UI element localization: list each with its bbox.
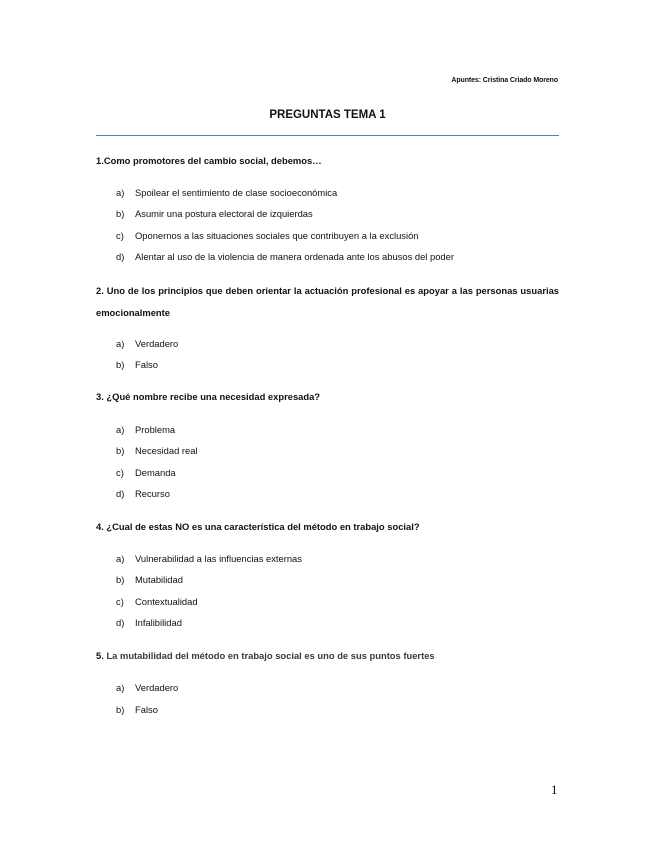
option-text: Falso bbox=[135, 704, 158, 715]
option-letter: c) bbox=[116, 596, 124, 607]
question-1-option-a bbox=[116, 186, 337, 200]
question-4: 4. ¿Cual de estas NO es una característica del método en trabajo social? bbox=[96, 521, 420, 532]
question-5-option-a bbox=[116, 681, 178, 695]
option-text: Recurso bbox=[135, 488, 170, 499]
option-letter: a) bbox=[116, 424, 125, 435]
question-1-option-b bbox=[116, 207, 313, 221]
option-letter: a) bbox=[116, 553, 125, 564]
option-letter: a) bbox=[116, 338, 125, 349]
question-2: 2. Uno de los principios que deben orientar la actuación profesional es apoyar a las personas usuarias emocionalmente bbox=[96, 285, 559, 318]
option-letter: b) bbox=[116, 445, 125, 456]
page-title: PREGUNTAS TEMA 1 bbox=[269, 109, 386, 121]
option-letter: d) bbox=[116, 488, 125, 499]
question-3-option-d bbox=[116, 487, 170, 501]
option-text: Asumir una postura electoral de izquierdas bbox=[135, 208, 313, 219]
option-letter: b) bbox=[116, 574, 125, 585]
question-5-option-b bbox=[116, 703, 158, 717]
option-text: Verdadero bbox=[135, 338, 179, 349]
question-4-option-d bbox=[116, 616, 182, 630]
author-note: Apuntes: Cristina Criado Moreno bbox=[451, 77, 558, 84]
option-text: Demanda bbox=[135, 467, 176, 478]
option-letter: d) bbox=[116, 617, 125, 628]
option-text: Problema bbox=[135, 424, 176, 435]
question-3-option-b bbox=[116, 444, 198, 458]
question-3-option-a bbox=[116, 423, 175, 437]
option-text: Contextualidad bbox=[135, 596, 198, 607]
question-1: 1.Como promotores del cambio social, debemos… bbox=[96, 155, 322, 166]
option-text: Spoilear el sentimiento de clase socioeconómica bbox=[135, 187, 338, 198]
option-letter: c) bbox=[116, 467, 124, 478]
option-letter: a) bbox=[116, 187, 125, 198]
question-1-option-d bbox=[116, 250, 454, 264]
option-text: Infalibilidad bbox=[135, 617, 182, 628]
question-3-option-c bbox=[116, 466, 176, 480]
option-text: Vulnerabilidad a las influencias externas bbox=[135, 553, 302, 564]
question-3: 3. ¿Qué nombre recibe una necesidad expresada? bbox=[96, 391, 321, 402]
question-2-option-b bbox=[116, 358, 158, 372]
option-letter: b) bbox=[116, 359, 125, 370]
question-4-option-b bbox=[116, 573, 183, 587]
question-5 bbox=[96, 645, 559, 667]
option-text: Mutabilidad bbox=[135, 574, 183, 585]
option-text: Oponernos a las situaciones sociales que contribuyen a la exclusión bbox=[135, 230, 419, 241]
option-letter: b) bbox=[116, 704, 125, 715]
page-number: 1 bbox=[551, 782, 558, 797]
question-5-number: 5. bbox=[96, 650, 104, 661]
option-text: Alentar al uso de la violencia de manera ordenada ante los abusos del poder bbox=[135, 251, 454, 262]
question-2-option-a bbox=[116, 337, 178, 351]
question-1-option-c bbox=[116, 229, 419, 243]
option-letter: c) bbox=[116, 230, 124, 241]
question-4-option-c bbox=[116, 595, 198, 609]
option-letter: b) bbox=[116, 208, 125, 219]
option-text: Verdadero bbox=[135, 682, 179, 693]
option-text: Necesidad real bbox=[135, 445, 198, 456]
option-text: Falso bbox=[135, 359, 158, 370]
option-letter: d) bbox=[116, 251, 125, 262]
title-rule bbox=[96, 135, 559, 136]
question-5-text: La mutabilidad del método en trabajo social es uno de sus puntos fuertes bbox=[106, 650, 435, 661]
option-letter: a) bbox=[116, 682, 125, 693]
question-4-option-a bbox=[116, 552, 302, 566]
